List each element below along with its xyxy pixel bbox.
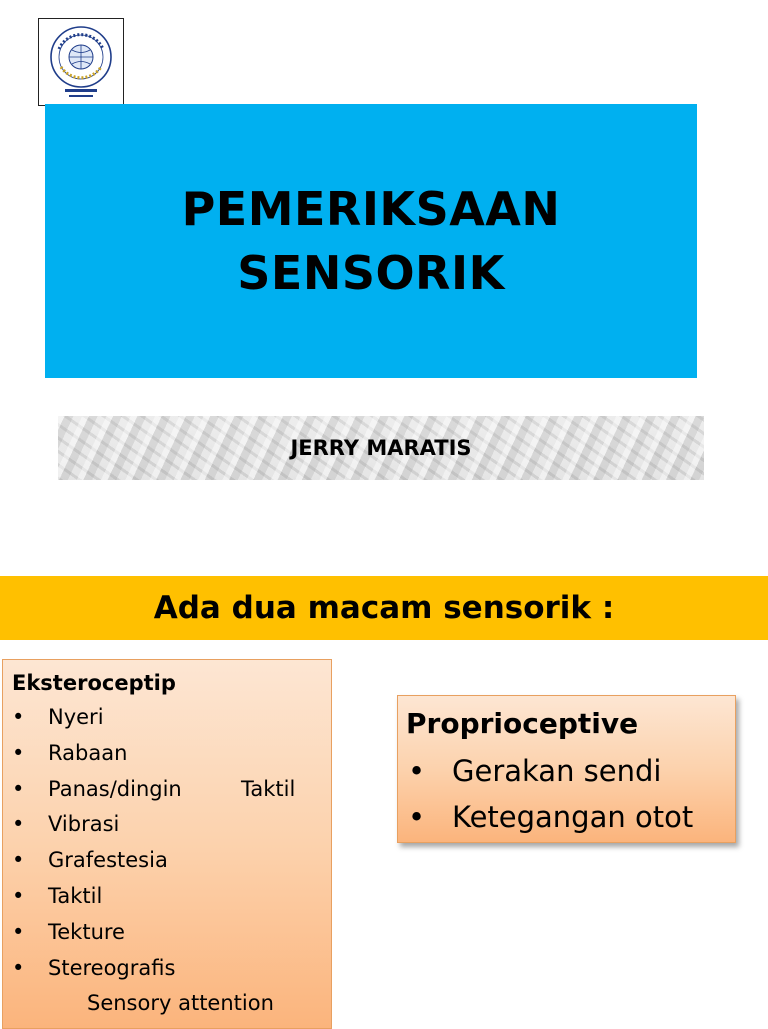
list-item-label: Grafestesia: [48, 848, 168, 873]
list-item-aside: Taktil: [241, 776, 296, 801]
exteroceptive-list: [12, 700, 331, 986]
slide-heading: Ada dua macam sensorik :: [153, 590, 615, 626]
list-item: [12, 700, 331, 736]
list-item-label: Vibrasi: [48, 812, 120, 837]
content-slide: [0, 576, 768, 1024]
author-name: JERRY MARATIS: [290, 436, 472, 460]
proprioceptive-box: [397, 695, 736, 843]
proprioceptive-list: [406, 748, 735, 840]
list-item: • Gerakan sendi: [406, 748, 735, 794]
exteroceptive-note: Sensory attention: [87, 991, 274, 1016]
list-item-label: Rabaan: [48, 740, 128, 765]
list-item: [12, 772, 331, 808]
university-logo: [38, 18, 124, 106]
list-item-label: Stereografis: [48, 955, 176, 980]
exteroceptive-heading: Eksteroceptip: [12, 671, 176, 695]
list-item: [12, 915, 331, 951]
list-item-label: Tekture: [48, 919, 125, 944]
list-item: [12, 951, 331, 987]
exteroceptive-box: [2, 659, 332, 1029]
title-box: [45, 104, 697, 378]
list-item: [12, 843, 331, 879]
list-item-label: Nyeri: [48, 705, 104, 729]
author-band: [58, 416, 704, 480]
proprioceptive-heading: Proprioceptive: [406, 707, 639, 740]
heading-band: [0, 576, 768, 640]
title-line-1: PEMERIKSAAN: [181, 182, 561, 236]
list-item: [12, 736, 331, 772]
list-item: [12, 807, 331, 843]
title-line-2: SENSORIK: [237, 246, 505, 300]
list-item: [12, 879, 331, 915]
list-item-label: Panas/dingin: [48, 776, 182, 801]
list-item: • Ketegangan otot: [406, 794, 735, 840]
university-seal-icon: [39, 19, 123, 105]
list-item-label: Taktil: [48, 883, 103, 908]
